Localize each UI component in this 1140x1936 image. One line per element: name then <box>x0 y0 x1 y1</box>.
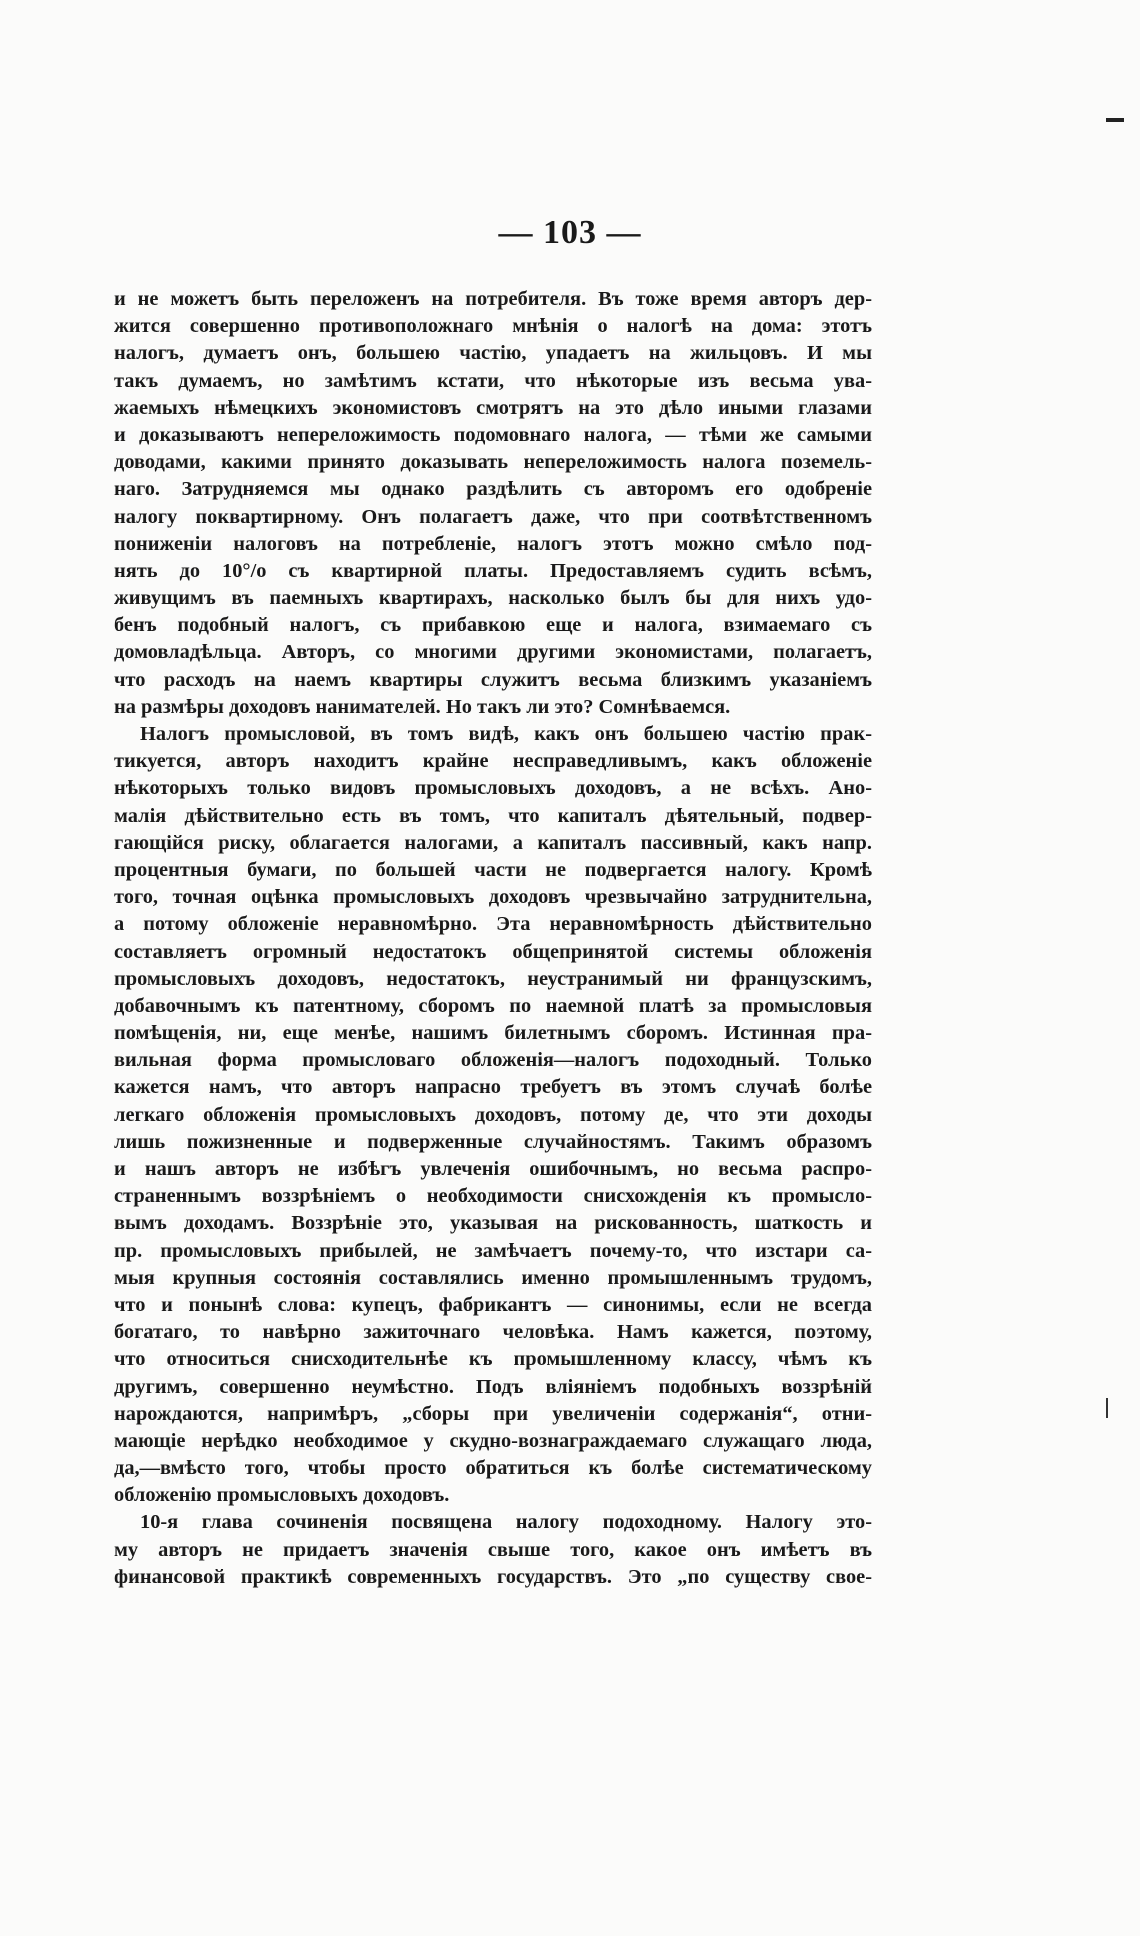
text-line: да,—вмѣсто того, чтобы просто обратиться къ болѣе систематическому <box>114 1457 872 1480</box>
scan-corner-mark <box>1106 118 1124 122</box>
text-line: му авторъ не придаетъ значенія свыше того, какое онъ имѣетъ въ <box>114 1538 872 1561</box>
text-line: процентныя бумаги, по большей части не подвергается налогу. Кромѣ <box>114 858 872 881</box>
text-line: Налогъ промысловой, въ томъ видѣ, какъ онъ большею частію прак- <box>140 723 872 745</box>
text-line: жаемыхъ нѣмецкихъ экономистовъ смотрятъ на это дѣло иными глазами <box>114 396 872 419</box>
text-line: тикуется, авторъ находитъ крайне несправедливымъ, какъ обложеніе <box>114 750 872 773</box>
text-line: нѣкоторыхъ только видовъ промысловыхъ доходовъ, а не всѣхъ. Ано- <box>114 777 872 800</box>
text-line: гающійся риску, облагается налогами, а капиталъ пассивный, какъ напр. <box>114 831 872 854</box>
text-line: кажется намъ, что авторъ напрасно требуетъ въ этомъ случаѣ болѣе <box>114 1076 872 1099</box>
paragraph <box>114 1509 872 1591</box>
text-line: того, точная оцѣнка промысловыхъ доходовъ чрезвычайно затруднительна, <box>114 886 872 909</box>
text-line: живущимъ въ паемныхъ квартирахъ, насколько былъ бы для нихъ удо- <box>114 587 872 610</box>
text-line: другимъ, совершенно неумѣстно. Подъ вліяніемъ подобныхъ воззрѣній <box>114 1375 872 1398</box>
text-line: легкаго обложенія промысловыхъ доходовъ, потому де, что эти доходы <box>114 1103 872 1126</box>
text-line: мающіе нерѣдко необходимое у скудно-вознаграждаемаго служащаго люда, <box>114 1429 872 1452</box>
paragraph <box>114 286 872 721</box>
scan-margin-mark <box>1106 1398 1108 1418</box>
body-text <box>114 286 872 1591</box>
text-line: страненнымъ воззрѣніемъ о необходимости снисхожденія къ промысло- <box>114 1185 872 1208</box>
text-line: такъ думаемъ, но замѣтимъ кстати, что нѣкоторые изъ весьма ува- <box>114 369 872 392</box>
text-line: что относиться снисходительнѣе къ промышленному классу, чѣмъ къ <box>114 1348 872 1371</box>
text-line: что и понынѣ слова: купецъ, фабрикантъ — синонимы, если не всегда <box>114 1293 872 1316</box>
text-line: добавочнымъ къ патентному, сборомъ по наемной платѣ за промысловыя <box>114 994 872 1017</box>
text-line: нять до 10°/о съ квартирной платы. Предоставляемъ судить всѣмъ, <box>114 559 872 582</box>
text-line: составляетъ огромный недостатокъ общепринятой системы обложенія <box>114 940 872 963</box>
text-line: налогу поквартирному. Онъ полагаетъ даже, что при соотвѣтственномъ <box>114 505 872 528</box>
text-line: малія дѣйствительно есть въ томъ, что капиталъ дѣятельный, подвер- <box>114 804 872 827</box>
text-line: на размѣры доходовъ нанимателей. Но такъ ли это? Сомнѣваемся. <box>114 695 731 718</box>
text-line: богатаго, то навѣрно зажиточнаго человѣка. Намъ кажется, поэтому, <box>114 1321 872 1344</box>
text-line: помѣщенія, ни, еще менѣе, нашимъ билетнымъ сборомъ. Истинная пра- <box>114 1022 872 1045</box>
text-line: что расходъ на наемъ квартиры служитъ весьма близкимъ указаніемъ <box>114 668 872 691</box>
text-line: финансовой практикѣ современныхъ государствъ. Это „по существу свое- <box>114 1565 872 1588</box>
text-line: вымъ доходамъ. Воззрѣніе это, указывая на рискованность, шаткость и <box>114 1212 872 1235</box>
text-line: а потому обложеніе неравномѣрно. Эта неравномѣрность дѣйствительно <box>114 913 872 936</box>
text-line: лишь пожизненные и подверженные случайностямъ. Такимъ образомъ <box>114 1130 872 1153</box>
text-line: налогъ, думаетъ онъ, большею частію, упадаетъ на жильцовъ. И мы <box>114 342 872 365</box>
text-line: пониженіи налоговъ на потребленіе, налогъ этотъ можно смѣло под- <box>114 532 872 555</box>
text-line: нарождаются, напримѣръ, „сборы при увеличеніи содержанія“, отни- <box>114 1402 872 1425</box>
paragraph <box>114 721 872 1509</box>
text-line: промысловыхъ доходовъ, недостатокъ, неустранимый ни французскимъ, <box>114 967 872 990</box>
text-line: и нашъ авторъ не избѣгъ увлеченія ошибочнымъ, но весьма распро- <box>114 1158 872 1180</box>
text-line: 10-я глава сочиненія посвящена налогу подоходному. Налогу это- <box>140 1511 872 1534</box>
text-line: бенъ подобный налогъ, съ прибавкою еще и налога, взимаемаго съ <box>114 614 872 637</box>
text-line: доводами, какими принято доказывать непереложимость налога поземель- <box>114 451 872 474</box>
text-line: пр. промысловыхъ прибылей, не замѣчаетъ почему-то, что изстари са- <box>114 1239 872 1262</box>
text-line: и не можетъ быть переложенъ на потребителя. Въ тоже время авторъ дер- <box>114 288 872 310</box>
text-line: наго. Затрудняемся мы однако раздѣлить съ авторомъ его одобреніе <box>114 478 872 501</box>
text-line: обложенію промысловыхъ доходовъ. <box>114 1484 450 1507</box>
text-line: мыя крупныя состоянія составлялись именно промышленнымъ трудомъ, <box>114 1266 872 1289</box>
text-line: жится совершенно противоположнаго мнѣнія о налогѣ на дома: этотъ <box>114 315 872 338</box>
text-line: и доказываютъ непереложимость подомовнаго налога, — тѣми же самыми <box>114 423 872 446</box>
text-line: вильная форма промысловаго обложенія—налогъ подоходный. Только <box>114 1049 872 1072</box>
text-line: домовладѣльца. Авторъ, со многими другими экономистами, полагаетъ, <box>114 641 872 664</box>
page-number: — 103 — <box>498 214 642 251</box>
